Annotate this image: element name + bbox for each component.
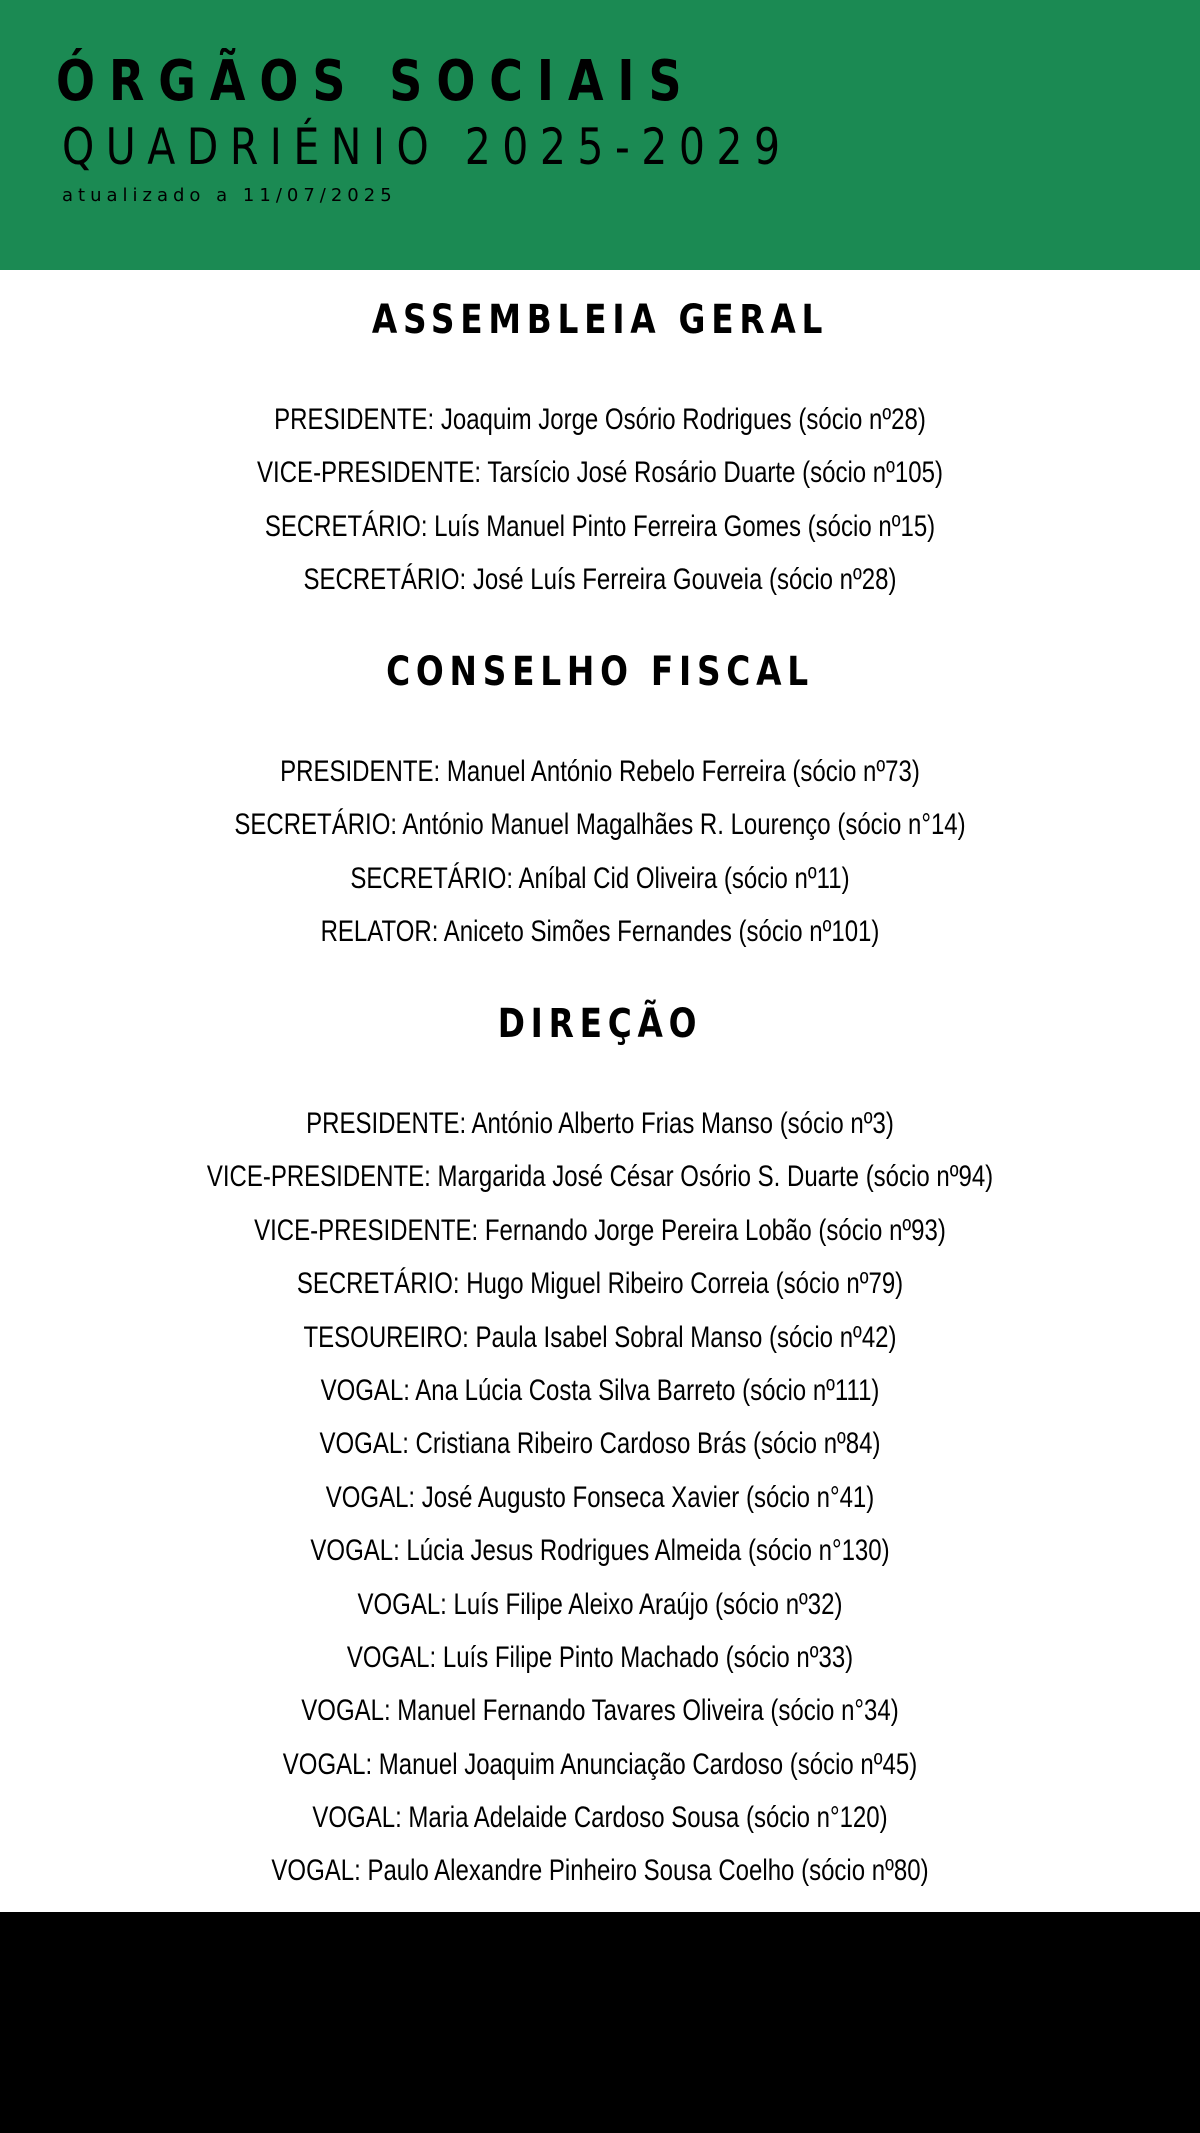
member-item: VOGAL: José Augusto Fonseca Xavier (sócio n°41)	[325, 1480, 875, 1514]
section-title: DIREÇÃO	[497, 1001, 703, 1047]
member-item: VICE-PRESIDENTE: Tarsício José Rosário Duarte (sócio nº105)	[257, 456, 943, 490]
member-item: SECRETÁRIO: Luís Manuel Pinto Ferreira Gomes (sócio nº15)	[264, 509, 936, 543]
member-item: VOGAL: Cristiana Ribeiro Cardoso Brás (sócio nº84)	[319, 1427, 881, 1461]
member-item: SECRETÁRIO: Aníbal Cid Oliveira (sócio nº11)	[350, 861, 850, 895]
section-conselho-fiscal	[0, 647, 1200, 959]
member-item: VOGAL: Manuel Fernando Tavares Oliveira (sócio n°34)	[301, 1694, 899, 1728]
section-title: ASSEMBLEIA GERAL	[371, 297, 829, 343]
content-area	[0, 270, 1200, 1912]
member-item: PRESIDENTE: António Alberto Frias Manso (sócio nº3)	[306, 1107, 894, 1140]
section-assembleia-geral	[0, 295, 1200, 607]
member-item: SECRETÁRIO: Hugo Miguel Ribeiro Correia (sócio nº79)	[296, 1267, 904, 1301]
member-item: SECRETÁRIO: José Luís Ferreira Gouveia (sócio nº28)	[303, 563, 897, 597]
member-item: VOGAL: Manuel Joaquim Anunciação Cardoso (sócio nº45)	[282, 1747, 918, 1781]
updated-date: atualizado a 11/07/2025	[62, 185, 397, 206]
page-title: ÓRGÃOS SOCIAIS	[56, 49, 696, 114]
member-list	[0, 745, 1200, 959]
header-banner	[0, 0, 1200, 270]
member-item: VOGAL: Luís Filipe Aleixo Araújo (sócio nº32)	[357, 1587, 843, 1621]
member-item: VOGAL: Luís Filipe Pinto Machado (sócio nº33)	[346, 1640, 854, 1674]
member-item: VOGAL: Lúcia Jesus Rodrigues Almeida (sócio n°130)	[310, 1534, 890, 1568]
member-item: PRESIDENTE: Joaquim Jorge Osório Rodrigues (sócio nº28)	[274, 403, 926, 436]
member-item: PRESIDENTE: Manuel António Rebelo Ferreira (sócio nº73)	[280, 755, 920, 788]
section-direcao	[0, 999, 1200, 1898]
member-item: VOGAL: Maria Adelaide Cardoso Sousa (sócio n°120)	[312, 1801, 888, 1835]
member-item: VICE-PRESIDENTE: Margarida José César Osório S. Duarte (sócio nº94)	[206, 1160, 994, 1194]
member-item: VOGAL: Ana Lúcia Costa Silva Barreto (sócio nº111)	[320, 1373, 880, 1407]
member-item: RELATOR: Aniceto Simões Fernandes (sócio nº101)	[320, 915, 880, 949]
member-item: SECRETÁRIO: António Manuel Magalhães R. Lourenço (sócio n°14)	[234, 808, 966, 842]
page-subtitle: QUADRIÉNIO 2025-2029	[62, 118, 792, 176]
member-list	[0, 1097, 1200, 1898]
member-item: TESOUREIRO: Paula Isabel Sobral Manso (sócio nº42)	[303, 1320, 897, 1354]
footer-band	[0, 1912, 1200, 2133]
member-list	[0, 393, 1200, 607]
member-item: VICE-PRESIDENTE: Fernando Jorge Pereira Lobão (sócio nº93)	[254, 1213, 946, 1247]
member-item: VOGAL: Paulo Alexandre Pinheiro Sousa Coelho (sócio nº80)	[271, 1854, 929, 1888]
section-title: CONSELHO FISCAL	[386, 649, 814, 695]
